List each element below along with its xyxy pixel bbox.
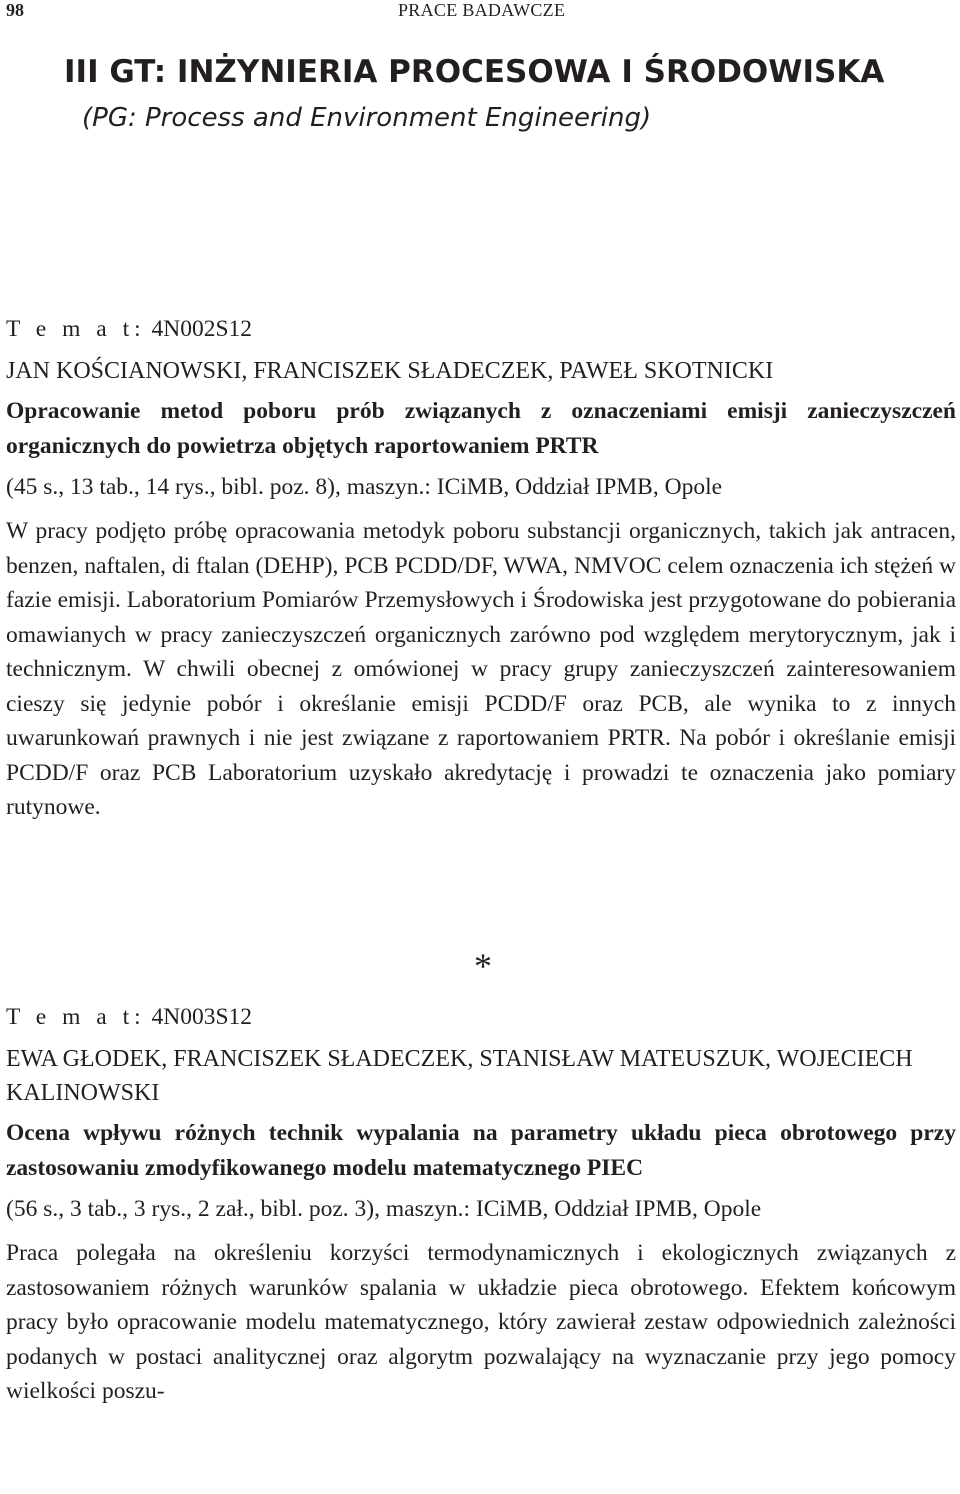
entry-meta: (45 s., 13 tab., 14 rys., bibl. poz. 8), maszyn.: ICiMB, Oddział IPMB, Opole (6, 474, 723, 500)
entry-authors: EWA GŁODEK, FRANCISZEK SŁADECZEK, STANISŁAW MATEUSZUK, WOJECIECH KALINOWSKI (6, 1046, 913, 1106)
running-head: PRACE BADAWCZE (398, 0, 566, 20)
entry-abstract: Praca polegała na określeniu korzyści termodynamicznych i ekologicznych związanych z zastosowaniem różnych warunków spalania w układzie pieca obrotowego. Efektem końcowym pracy było opracowanie modelu matematycznego, który zawierał zestaw odpowiednich zależności podanych w postaci analitycznej oraz algorytm pozwalający na wyznaczanie przy jego pomocy wielkości poszu- (6, 1240, 956, 1404)
entry-abstract: W pracy podjęto próbę opracowania metodyk poboru substancji organicznych, takich jak antracen, benzen, naftalen, di ftalan (DEHP), PCB PCDD/DF, WWA, NMVOC celem oznaczenia ich stężeń w fazie emisji. Laboratorium Pomiarów Przemysłowych i Środowiska jest przygotowane do pobierania omawianych w pracy zanieczyszczeń organicznych zarówno pod względem merytorycznym, jak i technicznym. W chwili obecnej z omówionej w pracy grupy zanieczyszczeń zainteresowaniem cieszy się jedynie pobór i określanie emisji PCDD/F oraz PCB, ale wynika to z innych uwarunkowań prawnych i nie jest związane z raportowaniem PRTR. Na pobór i określanie emisji PCDD/F oraz PCB Laboratorium uzyskało akredytację i prowadzi te oznaczenia jako pomiary rutynowe. (6, 518, 956, 820)
report-entry (6, 312, 956, 825)
section-title: III GT: INŻYNIERIA PROCESOWA I ŚRODOWISKA (64, 54, 885, 90)
topic-code: 4N002S12 (151, 316, 253, 342)
topic-label: T e m a t: (6, 1004, 146, 1030)
section-subtitle: (PG: Process and Environment Engineering) (82, 103, 652, 133)
entry-title: Ocena wpływu różnych technik wypalania na parametry układu pieca obrotowego przy zastosowaniu zmodyfikowanego modelu matematycznego PIEC (6, 1120, 956, 1181)
topic-line (6, 312, 956, 346)
page-number: 98 (6, 0, 24, 20)
report-entry (6, 1000, 956, 1409)
topic-line (6, 1000, 956, 1034)
entry-separator: * (474, 946, 492, 986)
entry-meta: (56 s., 3 tab., 3 rys., 2 zał., bibl. poz. 3), maszyn.: ICiMB, Oddział IPMB, Opole (6, 1196, 762, 1222)
entry-authors: JAN KOŚCIANOWSKI, FRANCISZEK SŁADECZEK, PAWEŁ SKOTNICKI (6, 358, 774, 384)
topic-code: 4N003S12 (151, 1004, 253, 1030)
topic-label: T e m a t: (6, 316, 146, 342)
entry-title: Opracowanie metod poboru prób związanych z oznaczeniami emisji zanieczyszczeń organicznych do powietrza objętych raportowaniem PRTR (6, 398, 956, 459)
